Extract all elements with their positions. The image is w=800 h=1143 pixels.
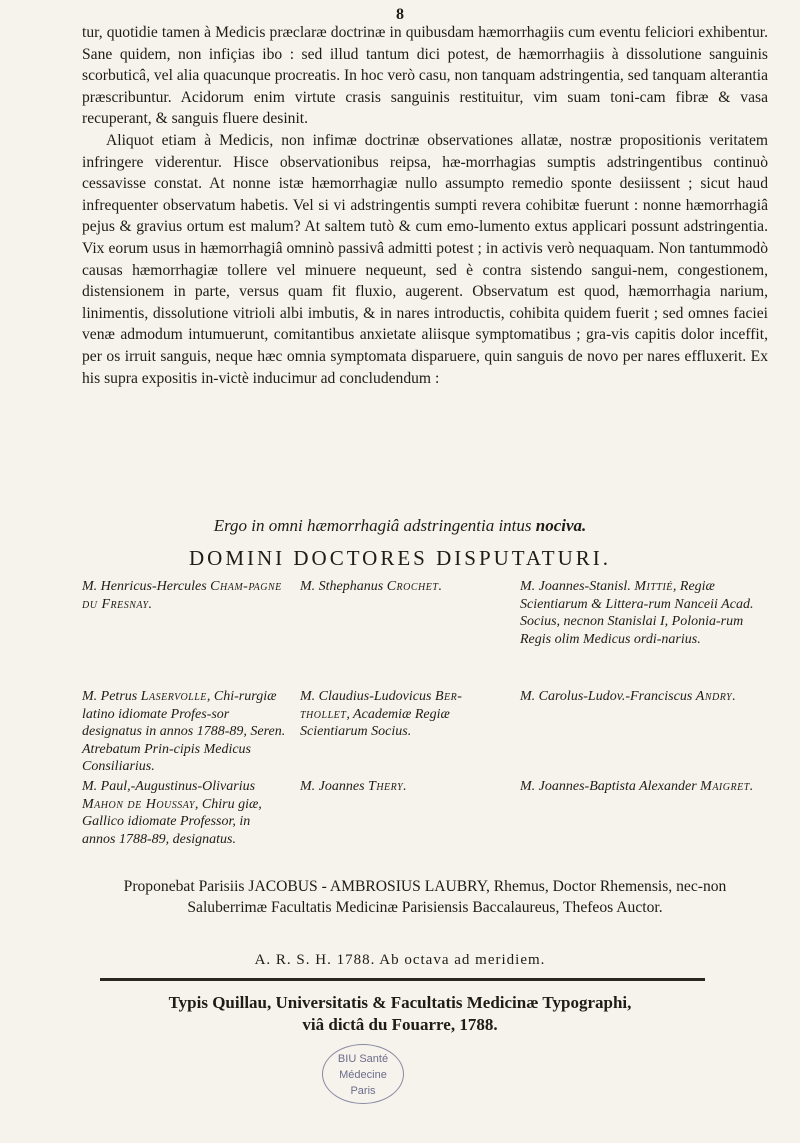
thesis-prefix: Ergo in omni hæmorrhagiâ adstringentia intus — [213, 516, 532, 535]
doctor-entry: M. Paul,-Augustinus-Olivarius Mahon de Houssay, Chiru giæ, Gallico idiomate Professor, in annos 1788-89, designatus. — [82, 779, 262, 847]
body-text — [82, 22, 768, 389]
thesis-end: nociva. — [535, 516, 587, 535]
imprint-line-2: viâ dictâ du Fouarre, 1788. — [302, 1015, 498, 1034]
paragraph-1: tur, quotidie tamen à Medicis præclaræ doctrinæ in quibusdam hæmorrhagiis cum eventu feliciori exhibentur. Sane quidem, non infiçias ibo : sed illud tantum dici potest, de hæmorrhagiis à dissolutione sanguinis scorbuticâ, vel alia quacunque procreatis. In hoc verò casu, non tanquam adstringentia, sed tanquam alterantia præscribuntur. Acidorum enim virtute crasis sanguinis restituitur, vim suam toni-cam fibræ & vasa recuperant, & sanguis fluere desinit. — [82, 24, 768, 128]
doctor-entry: M. Henricus-Hercules Cham-pagne du Fresnay. — [82, 579, 282, 612]
doctor-entry: M. Carolus-Ludov.-Franciscus Andry. — [520, 689, 737, 704]
doctor-entry: M. Joannes-Stanisl. Mittié, Regiæ Scientiarum & Littera-rum Nanceii Acad. Socius, necnon Stanislai I, Polonia-rum Regis olim Medicus ordi-narius. — [520, 579, 754, 647]
thesis-conclusion — [0, 516, 800, 536]
printer-imprint — [0, 992, 800, 1036]
doctor-entry: M. Joannes-Baptista Alexander Maigret. — [520, 779, 754, 794]
paragraph-2: Aliquot etiam à Medicis, non infimæ doctrinæ observationes allatæ, nostræ propositionis veritatem infringere viderentur. Hisce observationibus reipsa, hæ-morrhagias sumptis adstringentibus continuò cessavisse constat. At nonne istæ hæmorrhagiæ nullo assumpto remedio sponte desiissent ; sicut haud infrequenter observatum habetis. Vel si vi adstringentis sumpti revera cohibitæ fuerunt : nonne hæmorrhagiâ pejus & gravius ortum est malum? At saltem tutò & cum emo-lumento extus applicari possunt adstringentia. Vix eorum usus in hæmorrhagiâ omninò passivâ admitti potest ; in activis verò nequaquam. Non tantummodò causas hæmorrhagiæ tollere vel minuere nequeunt, sed è contra sistendo sangui-nem, congestionem, distensionem in parte, versus quam fit fluxio, augerent. Observatum est quod, hæmorrhagia narium, linimentis, dissolutione vitrioli albi imbutis, & in nares introductis, cohibita quidem fuerit ; sed omnes faciei venæ admodum intumuerunt, comitantibus anxietate aliisque symptomatibus ; gra-vis capitis dolor inceffit, per os irruit sanguis, neque hæc omnia symptomata disparuere, quin sanguis de novo per nares effluxerit. Ex his supra expositis in-victè inducimur ad concludendum : — [82, 131, 768, 387]
divider-rule — [100, 978, 705, 981]
doctors-heading: DOMINI DOCTORES DISPUTATURI. — [188, 546, 612, 570]
defense-statement: Proponebat Parisiis JACOBUS - AMBROSIUS LAUBRY, Rhemus, Doctor Rhemensis, nec-non Saluberrimæ Facultatis Medicinæ Parisiensis Baccalaureus, Thefeos Auctor. — [123, 878, 727, 916]
page-number: 8 — [396, 6, 404, 23]
doctor-entry: M. Sthephanus Crochet. — [300, 579, 443, 594]
doctor-entry: M. Joannes Thery. — [300, 779, 408, 794]
imprint-line-1: Typis Quillau, Universitatis & Facultatis Medicinæ Typographi, — [168, 993, 632, 1012]
doctor-entry: M. Petrus Laservolle, Chi-rurgiæ latino idiomate Profes-sor designatus in annos 1788-89, Seren. Atrebatum Prin-cipis Medicus Consiliarius. — [82, 689, 286, 774]
date-line: A. R. S. H. 1788. Ab octava ad meridiem. — [254, 952, 546, 968]
doctor-entry: M. Claudius-Ludovicus Ber-thollet, Academiæ Regiæ Scientiarum Socius. — [300, 689, 463, 739]
library-stamp: BIU Santé Médecine Paris — [322, 1044, 404, 1104]
